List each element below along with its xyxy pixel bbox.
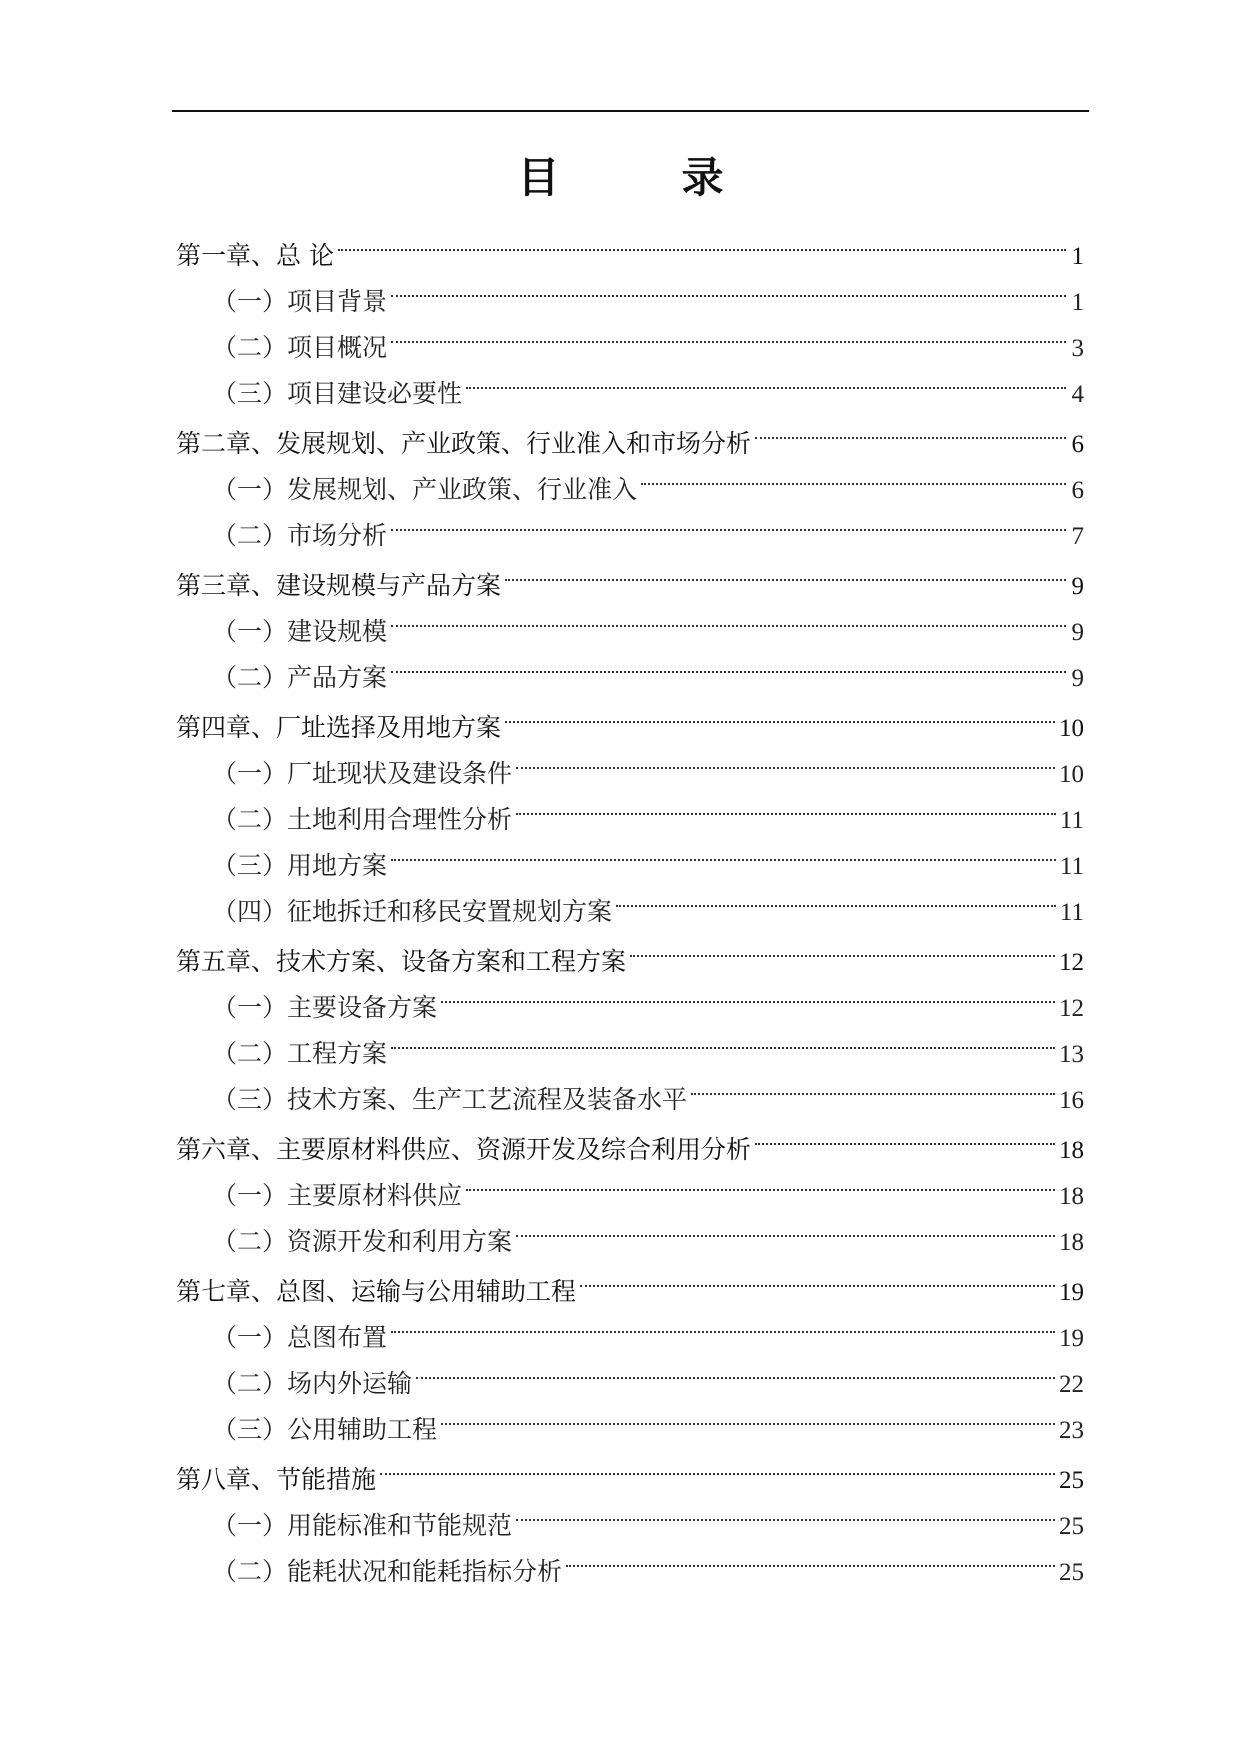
toc-entry-label: （二）资源开发和利用方案 — [212, 1227, 513, 1256]
toc-entry-label: 第三章、建设规模与产品方案 — [176, 571, 502, 600]
toc-entry-label: （一）厂址现状及建设条件 — [212, 759, 513, 788]
toc-entry-label: （一）用能标准和节能规范 — [212, 1511, 513, 1540]
dot-leader — [516, 736, 1055, 782]
dot-leader — [630, 924, 1055, 970]
dot-leader — [566, 1534, 1055, 1580]
dot-leader — [391, 640, 1066, 686]
dot-leader — [516, 782, 1056, 828]
toc-entry-label: （一）发展规划、产业政策、行业准入 — [212, 475, 638, 504]
toc-entry-label: （二）场内外运输 — [212, 1369, 413, 1398]
toc-page-number: 6 — [1071, 477, 1084, 504]
toc-page-number: 11 — [1059, 807, 1084, 834]
header-rule — [172, 110, 1089, 112]
toc-entry-label: （二）工程方案 — [212, 1039, 388, 1068]
toc-page-number: 4 — [1071, 381, 1084, 408]
toc-page-number: 25 — [1059, 1513, 1084, 1540]
toc-page-number: 10 — [1059, 715, 1084, 742]
dot-leader — [391, 594, 1066, 640]
toc-page-number: 25 — [1059, 1559, 1084, 1586]
dot-leader — [755, 406, 1066, 452]
dot-leader — [505, 690, 1055, 736]
toc-page-number: 19 — [1059, 1325, 1084, 1352]
toc-page-number: 25 — [1059, 1467, 1084, 1494]
toc-entry-label: （三）技术方案、生产工艺流程及装备水平 — [212, 1085, 688, 1114]
toc-entry-label: （四）征地拆迁和移民安置规划方案 — [212, 897, 613, 926]
toc-page-number: 10 — [1059, 761, 1084, 788]
dot-leader — [338, 218, 1066, 264]
toc-entry-label: （一）主要设备方案 — [212, 993, 438, 1022]
toc-page-number: 7 — [1071, 523, 1084, 550]
dot-leader — [391, 264, 1066, 310]
dot-leader — [391, 310, 1066, 356]
toc-entry-label: （三）用地方案 — [212, 851, 388, 880]
dot-leader — [516, 1488, 1055, 1534]
toc-entry-label: 第四章、厂址选择及用地方案 — [176, 713, 502, 742]
dot-leader — [466, 1158, 1055, 1204]
dot-leader — [516, 1204, 1055, 1250]
toc-page-number: 18 — [1059, 1137, 1084, 1164]
toc-page-number: 3 — [1071, 335, 1084, 362]
toc-entry-label: （二）产品方案 — [212, 663, 388, 692]
toc-page-number: 12 — [1059, 949, 1084, 976]
dot-leader — [755, 1112, 1055, 1158]
dot-leader — [441, 970, 1055, 1016]
dot-leader — [466, 356, 1066, 402]
toc-entry-label: （二）能耗状况和能耗指标分析 — [212, 1557, 563, 1586]
toc-entry-label: 第八章、节能措施 — [176, 1465, 377, 1494]
toc-page-number: 11 — [1059, 899, 1084, 926]
toc-page-number: 18 — [1059, 1183, 1084, 1210]
table-of-contents — [176, 214, 1084, 1586]
dot-leader — [391, 828, 1056, 874]
dot-leader — [391, 498, 1066, 544]
toc-entry-label: （一）项目背景 — [212, 287, 388, 316]
dot-leader — [441, 1392, 1055, 1438]
dot-leader — [391, 1016, 1055, 1062]
toc-page-number: 9 — [1071, 619, 1084, 646]
toc-entry-label: （二）市场分析 — [212, 521, 388, 550]
toc-entry-label: （一）主要原材料供应 — [212, 1181, 463, 1210]
toc-chapter-entry[interactable] — [176, 218, 1084, 270]
toc-entry-label: 第二章、发展规划、产业政策、行业准入和市场分析 — [176, 429, 752, 458]
toc-entry-label: 第六章、主要原材料供应、资源开发及综合利用分析 — [176, 1135, 752, 1164]
dot-leader — [691, 1062, 1055, 1108]
toc-page-number: 19 — [1059, 1279, 1084, 1306]
toc-page-number: 9 — [1071, 665, 1084, 692]
dot-leader — [580, 1254, 1055, 1300]
toc-page-number: 9 — [1071, 573, 1084, 600]
dot-leader — [416, 1346, 1055, 1392]
toc-entry-label: （三）项目建设必要性 — [212, 379, 463, 408]
dot-leader — [380, 1442, 1055, 1488]
toc-page-number: 12 — [1059, 995, 1084, 1022]
toc-page-number: 18 — [1059, 1229, 1084, 1256]
toc-entry-label: 第一章、总 论 — [176, 241, 334, 270]
toc-entry-label: （三）公用辅助工程 — [212, 1415, 438, 1444]
dot-leader — [505, 548, 1066, 594]
toc-page-number: 16 — [1059, 1087, 1084, 1114]
dot-leader — [391, 1300, 1055, 1346]
dot-leader — [616, 874, 1056, 920]
page-title: 目 录 — [517, 153, 764, 202]
dot-leader — [641, 452, 1066, 498]
toc-entry-label: （一）总图布置 — [212, 1323, 388, 1352]
toc-entry-label: 第七章、总图、运输与公用辅助工程 — [176, 1277, 577, 1306]
toc-page-number: 1 — [1071, 289, 1084, 316]
toc-entry-label: （一）建设规模 — [212, 617, 388, 646]
toc-page-number: 23 — [1059, 1417, 1084, 1444]
toc-page-number: 22 — [1059, 1371, 1084, 1398]
toc-entry-label: 第五章、技术方案、设备方案和工程方案 — [176, 947, 627, 976]
toc-page-number: 1 — [1071, 243, 1084, 270]
toc-entry-label: （二）土地利用合理性分析 — [212, 805, 513, 834]
toc-page-number: 11 — [1059, 853, 1084, 880]
toc-entry-label: （二）项目概况 — [212, 333, 388, 362]
toc-page-number: 6 — [1071, 431, 1084, 458]
toc-page-number: 13 — [1059, 1041, 1084, 1068]
